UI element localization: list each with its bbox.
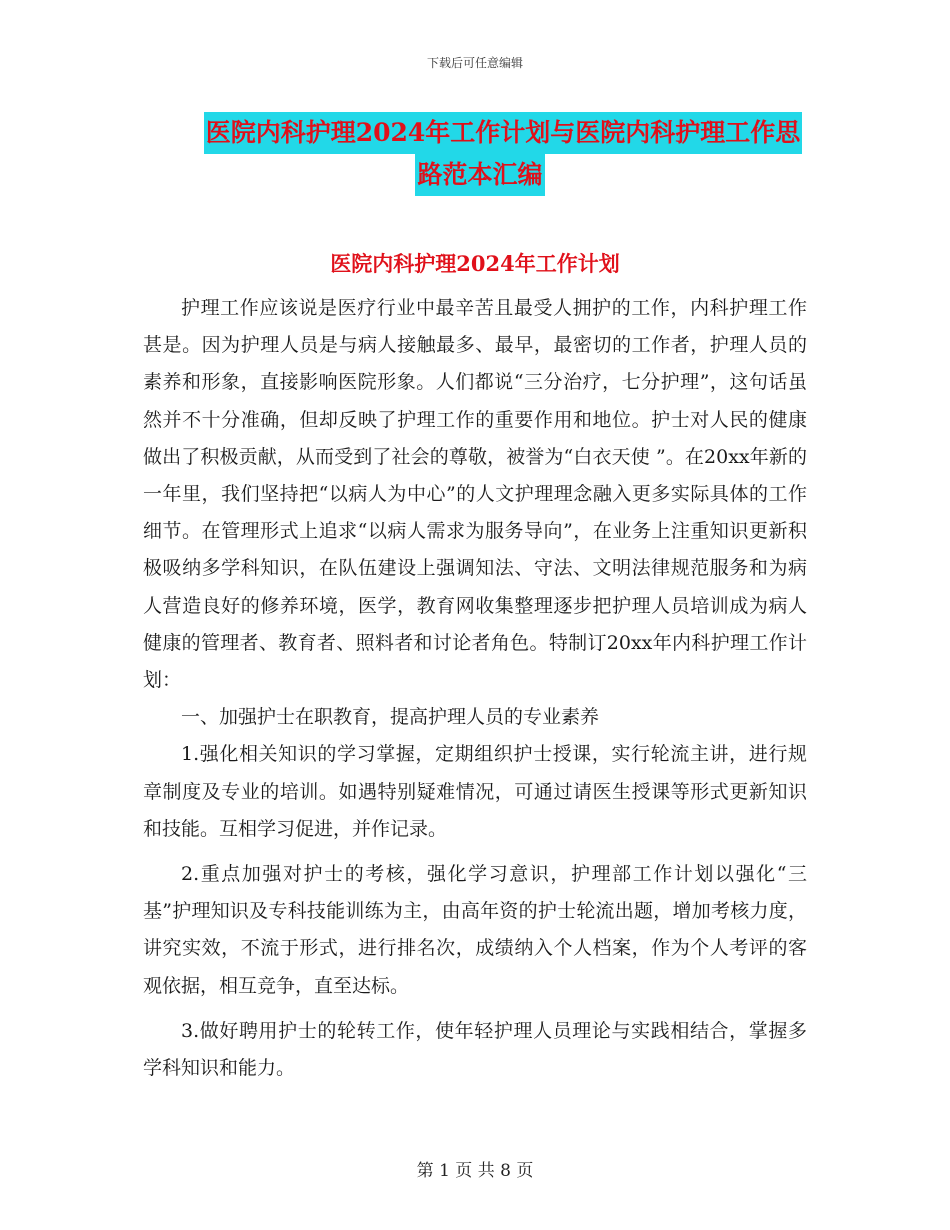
page-number: 第 1 页 共 8 页 [416,1161,534,1181]
paragraph-item-3: 3.做好聘用护士的轮转工作，使年轻护理人员理论与实践相结合，掌握多学科知识和能力。 [143,1019,807,1080]
document-title [140,112,820,196]
paragraph-item-2: 2.重点加强对护士的考核，强化学习意识，护理部工作计划以强化“三基”护理知识及专科技能训练为主，由高年资的护士轮流出题，增加考核力度，讲究实效，不流于形式，进行排名次，成绩纳入个人档案，作为个人考评的客观依据，相互竞争，直至达标。 [143,863,807,997]
body-text [143,290,807,1087]
paragraph-heading-1: 一、加强护士在职教育，提高护理人员的专业素养 [181,706,600,729]
document-title-line-1: 医院内科护理2024年工作计划与医院内科护理工作思 [204,112,803,154]
paragraph-item-1: 1.强化相关知识的学习掌握，定期组织护士授课，实行轮流主讲，进行规章制度及专业的培训。如遇特别疑难情况，可通过请医生授课等形式更新知识和技能。互相学习促进，并作记录。 [143,743,807,840]
section-title: 医院内科护理2024年工作计划 [330,251,620,276]
document-title-line-2: 路范本汇编 [415,154,544,196]
header-note: 下载后可任意编辑 [426,56,523,70]
paragraph-intro: 护理工作应该说是医疗行业中最辛苦且最受人拥护的工作，内科护理工作甚是。因为护理人员是与病人接触最多、最早，最密切的工作者，护理人员的素养和形象，直接影响医院形象。人们都说“三分治疗，七分护理”，这句话虽然并不十分准确，但却反映了护理工作的重要作用和地位。护士对人民的健康做出了积极贡献，从而受到了社会的尊敬，被誉为“白衣天使 ”。在20xx年新的一年里，我们坚持把“以病人为中心”的人文护理理念融入更多实际具体的工作细节。在管理形式上追求“以病人需求为服务导向”，在业务上注重知识更新积极吸纳多学科知识，在队伍建设上强调知法、守法、文明法律规范服务和为病人营造良好的修养环境，医学，教育网收集整理逐步把护理人员培训成为病人健康的管理者、教育者、照料者和讨论者角色。特制订20xx年内科护理工作计划： [143,297,807,692]
